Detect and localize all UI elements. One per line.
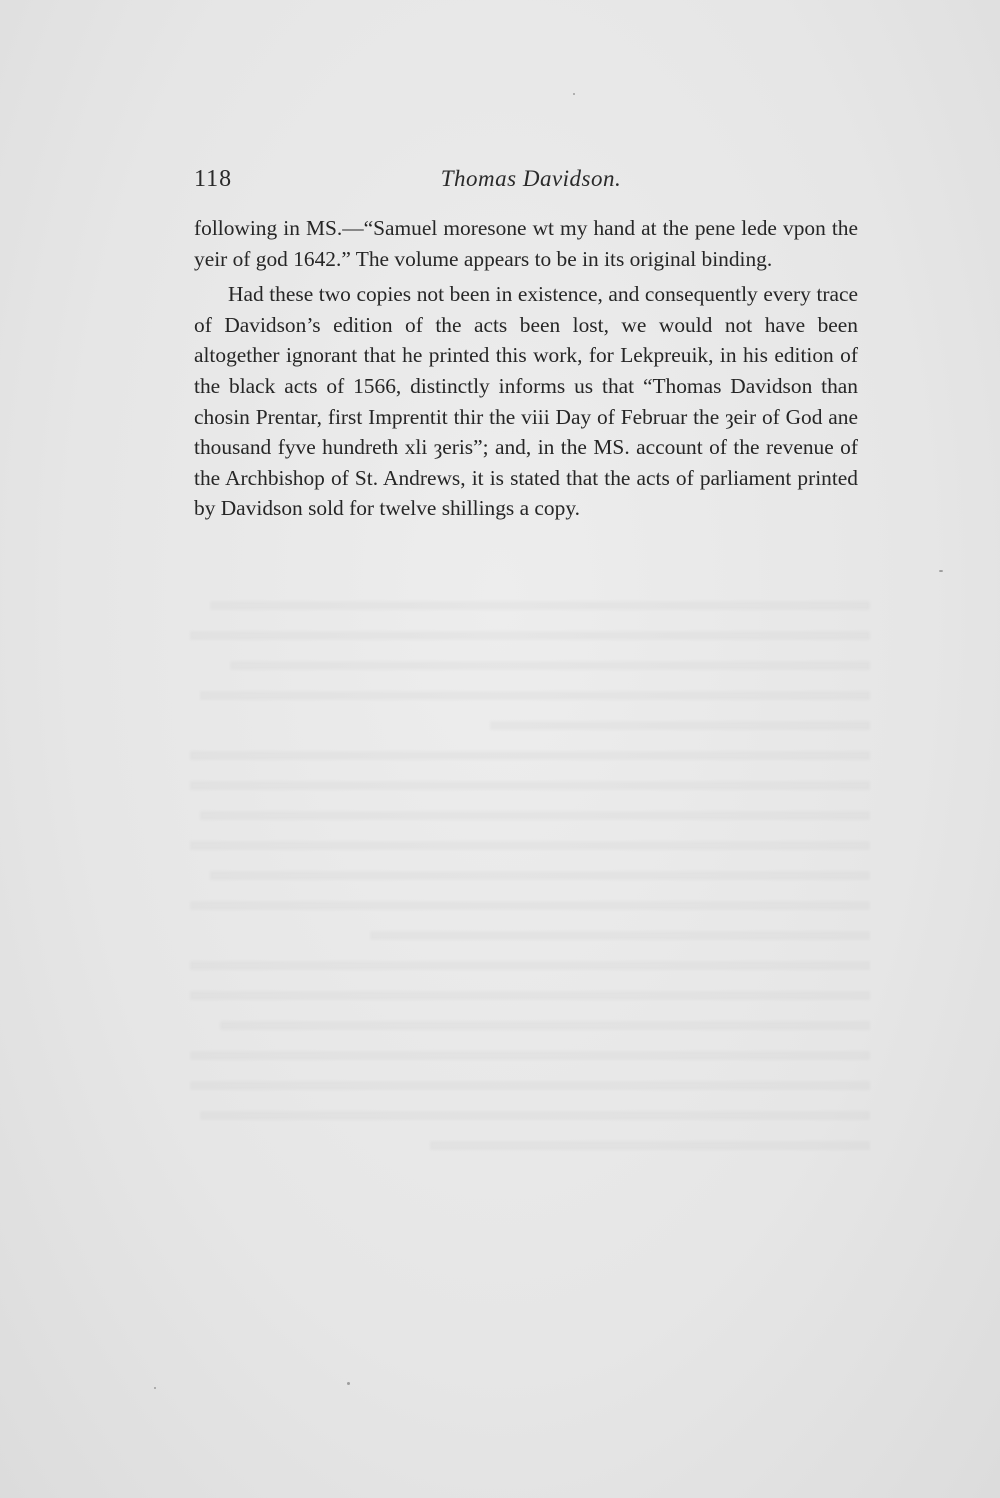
paper-speck [573,93,575,95]
page-header [194,166,858,198]
paper-speck [939,570,943,572]
paragraph-2: Had these two copies not been in existence, and consequently every trace of Davidson’s edition of the acts been lost, we would not have been altogether ignorant that he printed this work, for Lekpreuik, in his edition of the black acts of 1566, distinctly informs us that “Thomas Davidson than chosin Prentar, first Imprentit thir the viii Day of Februar the ȝeir of God ane thousand fyve hundreth xli ȝeris”; and, in the MS. account of the revenue of the Archbishop of St. Andrews, it is stated that the acts of parliament printed by Davidson sold for twelve shillings a copy. [194,282,858,521]
body-text [194,213,858,529]
paper-speck [347,1382,350,1385]
paragraph-1: following in MS.—“Samuel moresone wt my hand at the pene lede vpon the yeir of god 1642.” The volume appears to be in its original binding. [194,216,858,271]
page-number: 118 [194,166,233,192]
running-title: Thomas Davidson. [440,166,622,191]
paper-speck [154,1387,156,1389]
bleed-through-text [190,580,870,1160]
